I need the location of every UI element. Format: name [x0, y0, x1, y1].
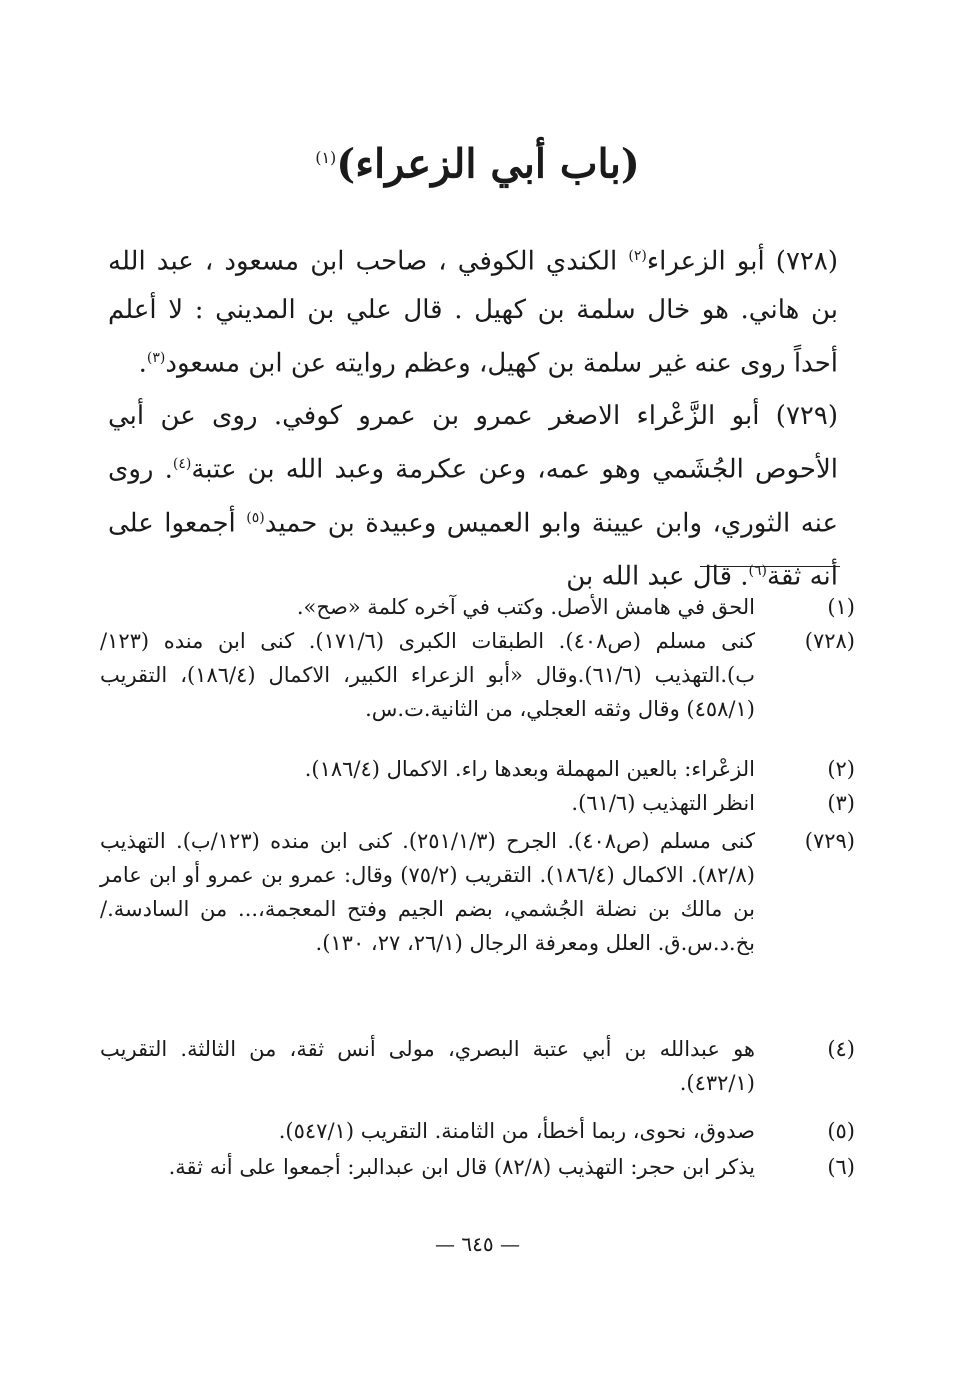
footnote-number: (٧٢٨): [804, 629, 855, 653]
entry-text: .: [138, 348, 147, 379]
entry-text: . روى عنه الثوري، وابن عيينة وابو العميس وعبيدة بن حميد: [108, 454, 838, 539]
footnote-ref: (٢): [628, 248, 647, 264]
footnote-number: (٤): [827, 1037, 855, 1061]
footnote-ref: (٣): [146, 349, 166, 366]
footnote-ref: (٥): [246, 509, 265, 526]
footnote-number: (٣): [827, 791, 855, 815]
footnote-number: (٥): [827, 1119, 855, 1143]
footnote-text: كنى مسلم (ص٤٠٨). الطبقات الكبرى (١٧١/٦). كنى ابن منده (١٢٣/ب).التهذيب (٦١/٦).وقال «أبو الزعراء الكبير، الاكمال (١٨٦/٤)، التقريب (٤٥٨/١) وقال وثقه العجلي، من الثانية.ت.س.: [100, 629, 755, 721]
entry-text: (٧٢٩) أبو الزَّعْراء الاصغر عمرو بن عمرو كوفي. روى عن أبي الأحوص الجُشَمي وهو عمه، وعن عكرمة وعبد الله بن عتبة: [108, 401, 838, 485]
entry-729-paragraph: [108, 392, 838, 601]
footnote-ref: (٤): [172, 456, 192, 472]
footnote-text: صدوق، نحوى، ربما أخطأ، من الثامنة. التقريب (٥٤٧/١).: [278, 1119, 755, 1143]
footnote-number: (٦): [827, 1155, 855, 1179]
footnote-text: يذكر ابن حجر: التهذيب (٨٢/٨) قال ابن عبدالبر: أجمعوا على أنه ثقة.: [168, 1155, 755, 1179]
page-number: — ٦٤٥ —: [435, 1232, 520, 1256]
entry-text: الكندي الكوفي ، صاحب ابن مسعود ، عبد الله بن هاني. هو خال سلمة بن كهيل . قال علي بن المديني : لا أعلم أحداً روى عنه غير سلمة بن كهيل، وعظم روايته عن ابن مسعود: [108, 246, 838, 379]
entry-text: أجمعوا على أنه ثقة: [108, 508, 838, 592]
footnote-ref: (٦): [748, 563, 767, 580]
chapter-title-text: (باب أبي الزعراء): [336, 140, 640, 188]
footnote-number: (٢): [827, 757, 855, 781]
entry-728-paragraph: [108, 232, 838, 387]
footnote-text: كنى مسلم (ص٤٠٨). الجرح (٢٥١/١/٣). كنى ابن منده (١٢٣/ب). التهذيب (٨٢/٨). الاكمال (١٨٦/٤). التقريب (٧٥/٢) وقال: عمرو بن عمرو أو ابن عامر بن مالك بن نضلة الجُشمي، بضم الجيم وفتح المعجمة،... من السادسة./بخ.د.س.ق. العلل ومعرفة الرجال (٢٦/١، ٢٧، ١٣٠).: [100, 829, 755, 955]
footnote-number: (٧٢٩): [804, 829, 855, 853]
chapter-title: [0, 128, 955, 194]
footnote-text: الزعْراء: بالعين المهملة وبعدها راء. الاكمال (١٨٦/٤).: [304, 757, 755, 781]
entry-text: (٧٢٨) أبو الزعراء: [646, 246, 838, 277]
footnote-text: هو عبدالله بن أبي عتبة البصري، مولى أنس ثقة، من الثالثة. التقريب (٤٣٢/١).: [100, 1037, 755, 1095]
footnote-text: الحق في هامش الأصل. وكتب في آخره كلمة «صح».: [296, 595, 755, 619]
footnote-text: انظر التهذيب (٦١/٦).: [571, 791, 755, 815]
footnote-number: (١): [827, 595, 855, 619]
entry-text: . قال عبد الله بن: [566, 561, 749, 592]
footnote-divider: [700, 566, 840, 567]
footnote-ref: (١): [315, 148, 337, 167]
